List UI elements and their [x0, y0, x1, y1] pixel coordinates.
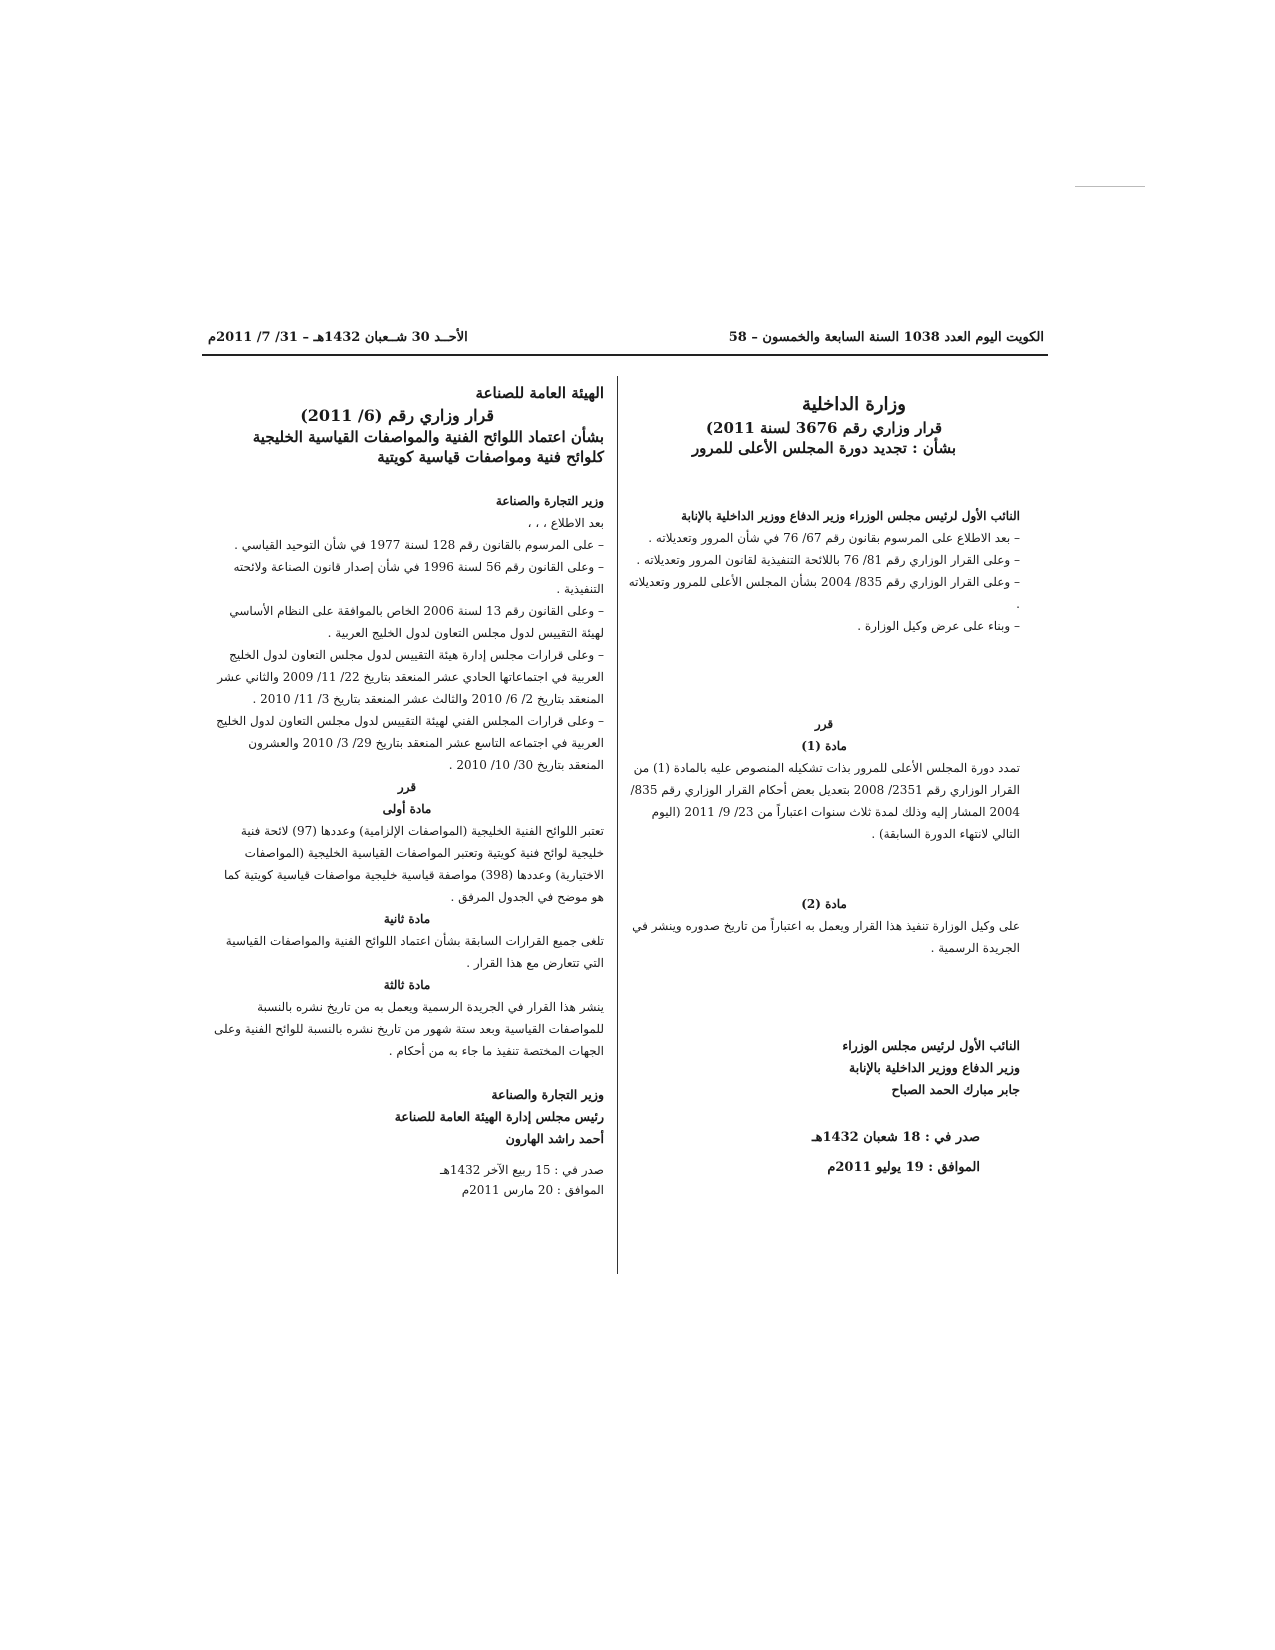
preamble-item: بعد الاطلاع ، ، ، [527, 515, 604, 530]
article-1-title: مادة أولى [382, 801, 432, 816]
header-date: الأحــد 30 شــعبان 1432هـ – 31/ 7/ 2011م [208, 330, 468, 345]
preamble-item: – وعلى القرار الوزاري رقم 835/ 2004 بشأن المجلس الأعلى للمرور وتعديلاته . [628, 575, 1020, 611]
preamble-item: – وعلى القانون رقم 13 لسنة 2006 الخاص بالموافقة على النظام الأساسي لهيئة التقييس لدول مجلس التعاون لدول الخليج العربية . [229, 603, 604, 640]
decree-title: بشأن : تجديد دورة المجلس الأعلى للمرور [691, 439, 957, 457]
article-2-title: مادة (2) [801, 897, 847, 911]
article-3-text: ينشر هذا القرار في الجريدة الرسمية ويعمل به من تاريخ نشره بالنسبة للمواصفات القياسية وبعد ستة شهور من تاريخ نشره بالنسبة للوائح الفنية وعلى الجهات المختصة تنفيذ ما جاء به من أحكام . [214, 999, 604, 1058]
scan-mark [1075, 186, 1145, 187]
preamble-item: – وعلى القرار الوزاري رقم 81/ 76 باللائحة التنفيذية لقانون المرور وتعديلاته . [636, 553, 1020, 567]
decree-number: قرار وزاري رقم (6/ 2011) [300, 406, 494, 425]
column-divider [617, 376, 618, 1274]
decides-heading: قرر [814, 717, 834, 731]
article-1-title: مادة (1) [801, 739, 847, 753]
signature-name: أحمد راشد الهارون [505, 1130, 604, 1146]
header-issue-info: الكويت اليوم العدد 1038 السنة السابعة والخمسون – 58 [728, 330, 1044, 345]
org-name: الهيئة العامة للصناعة [475, 384, 604, 402]
signature-line: رئيس مجلس إدارة الهيئة العامة للصناعة [394, 1108, 604, 1124]
article-2-text: تلغى جميع القرارات السابقة بشأن اعتماد اللوائح الفنية والمواصفات القياسية التي تتعارض مع هذا القرار . [225, 933, 604, 970]
issuer: وزير التجارة والصناعة [495, 493, 604, 508]
ministry-name: وزارة الداخلية [802, 394, 906, 415]
article-1-text: تعتبر اللوائح الفنية الخليجية (المواصفات الإلزامية) وعددها (97) لائحة فنية خليجية لوائح فنية كويتية وتعتبر المواصفات القياسية الخليجية (المواصفات الاختيارية) وعددها (398) مواصفة قياسية خليجية مواصفات قياسية كويتية كما هو موضح في الجدول المرفق . [223, 823, 604, 904]
preamble-item: – بعد الاطلاع على المرسوم بقانون رقم 67/ 76 في شأن المرور وتعديلاته . [648, 531, 1020, 545]
decree-title: بشأن اعتماد اللوائح الفنية والمواصفات القياسية الخليجية كلوائح فنية ومواصفات قياسية كويتية [252, 428, 604, 467]
article-2-title: مادة ثانية [383, 911, 431, 926]
preamble-item: – على المرسوم بالقانون رقم 128 لسنة 1977 في شأن التوحيد القياسي . [234, 537, 604, 552]
page-header [208, 330, 1044, 354]
signature-line: النائب الأول لرئيس مجلس الوزراء [842, 1038, 1020, 1053]
issued-date-hijri: صدر في : 15 ربيع الآخر 1432هـ [440, 1162, 604, 1177]
issued-date-gregorian: الموافق : 19 يوليو 2011م [827, 1160, 980, 1175]
decree-industry-column [210, 384, 604, 1200]
preamble-item: – وعلى قرارات مجلس إدارة هيئة التقييس لدول مجلس التعاون لدول الخليج العربية في اجتماعاتها الحادي عشر المنعقد بتاريخ 22/ 11/ 2009 والثاني عشر المنعقد بتاريخ 2/ 6/ 2010 والثالث عشر المنعقد بتاريخ 3/ 11/ 2010 . [217, 647, 604, 706]
article-2-text: على وكيل الوزارة تنفيذ هذا القرار ويعمل به اعتباراً من تاريخ صدوره وينشر في الجريدة الرسمية . [632, 919, 1020, 955]
decides-heading: قرر [397, 779, 417, 794]
decree-interior-column [628, 394, 1020, 1183]
preamble-item: – وعلى القانون رقم 56 لسنة 1996 في شأن إصدار قانون الصناعة ولائحته التنفيذية . [233, 559, 604, 596]
header-rule [202, 354, 1048, 356]
signature-line: وزير التجارة والصناعة [491, 1086, 604, 1102]
preamble-item: – وبناء على عرض وكيل الوزارة . [857, 619, 1020, 633]
issued-date-gregorian: الموافق : 20 مارس 2011م [461, 1182, 604, 1197]
signature-name: جابر مبارك الحمد الصباح [891, 1082, 1020, 1097]
article-3-title: مادة ثالثة [383, 977, 431, 992]
issued-date-hijri: صدر في : 18 شعبان 1432هـ [811, 1130, 980, 1145]
issuer: النائب الأول لرئيس مجلس الوزراء وزير الدفاع ووزير الداخلية بالإنابة [681, 509, 1020, 523]
signature-line: وزير الدفاع ووزير الداخلية بالإنابة [849, 1060, 1020, 1075]
decree-number: قرار وزاري رقم 3676 لسنة 2011) [705, 419, 943, 437]
article-1-text: تمدد دورة المجلس الأعلى للمرور بذات تشكيله المنصوص عليه بالمادة (1) من القرار الوزاري رقم 2351/ 2008 بتعديل بعض أحكام القرار الوزاري رقم 835/ 2004 المشار إليه وذلك لمدة ثلاث سنوات اعتباراً من 23/ 9/ 2011 (اليوم التالي لانتهاء الدورة السابقة) . [630, 761, 1020, 841]
preamble-item: – وعلى قرارات المجلس الفني لهيئة التقييس لدول مجلس التعاون لدول الخليج العربية في اجتماعه التاسع عشر المنعقد بتاريخ 29/ 3/ 2010 والعشرون المنعقد بتاريخ 30/ 10/ 2010 . [216, 713, 604, 772]
